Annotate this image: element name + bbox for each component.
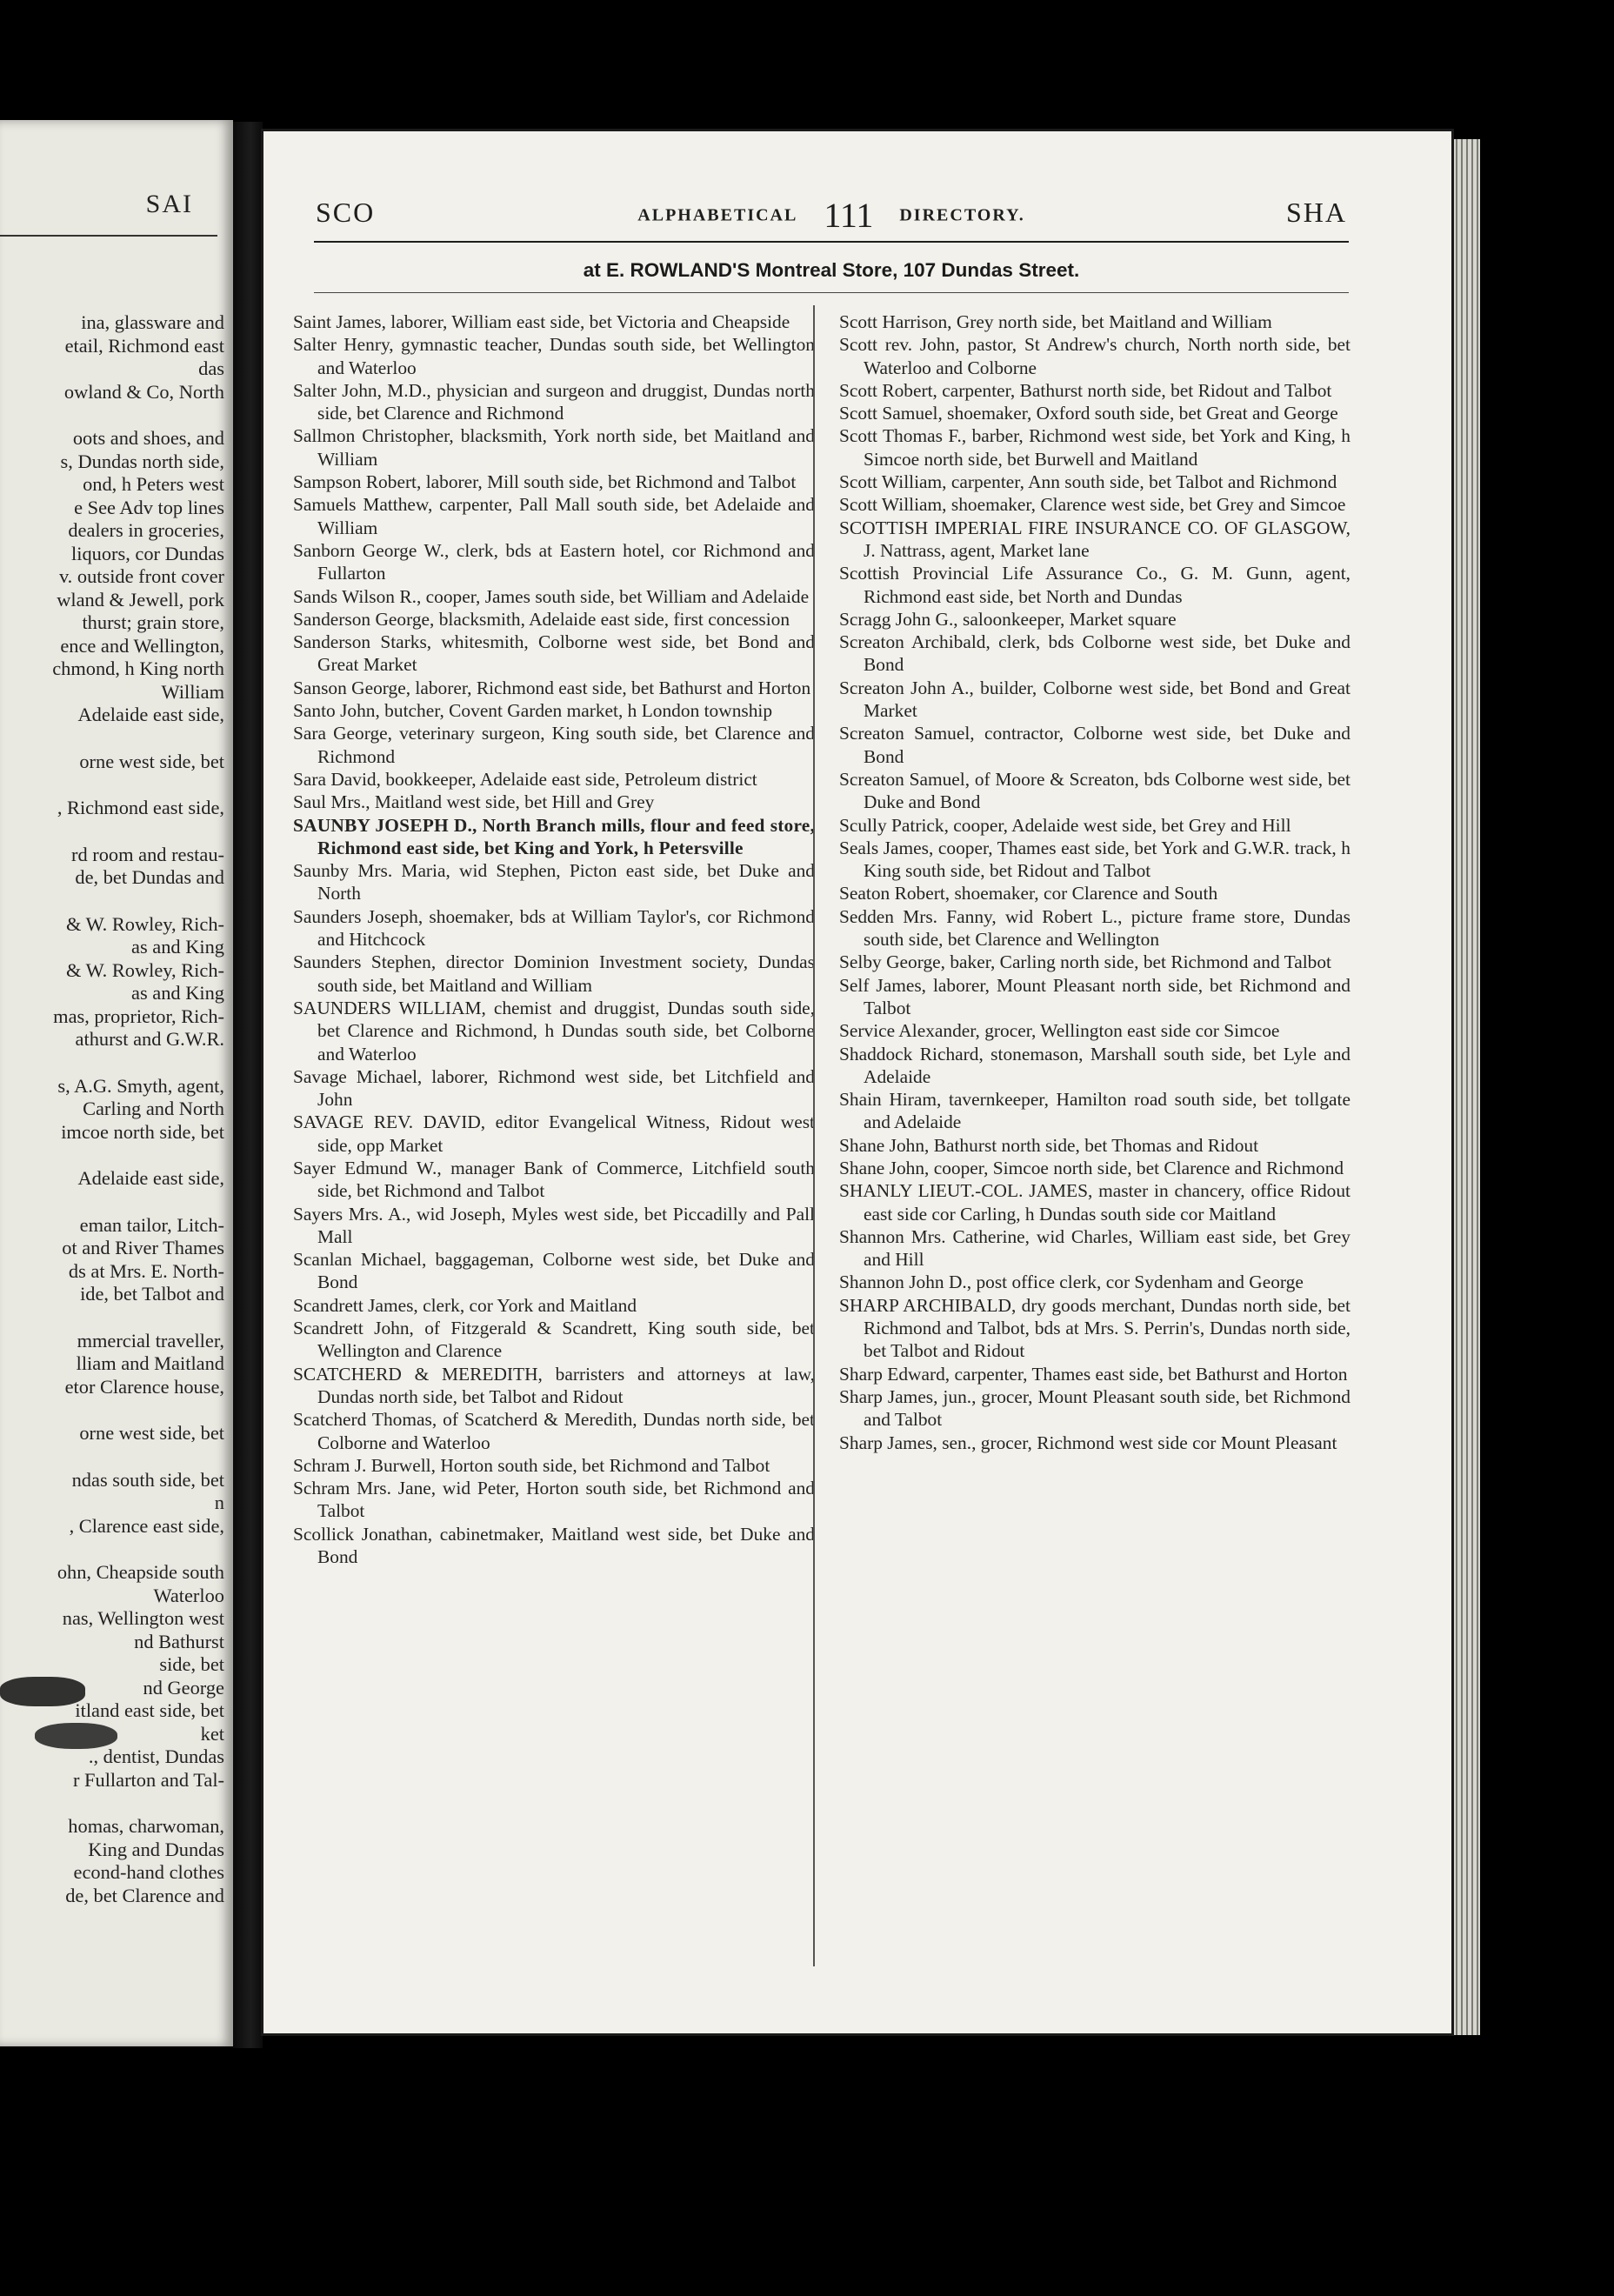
directory-entry: Scott Thomas F., barber, Richmond west side, bet York and King, h Simcoe north side, bet Burwell and Maitland bbox=[839, 425, 1351, 470]
left-page-line: nas, Wellington west bbox=[62, 1607, 224, 1629]
directory-entry: Seals James, cooper, Thames east side, bet York and G.W.R. track, h King south side, bet Ridout and Talbot bbox=[839, 837, 1351, 882]
left-page-line: n bbox=[214, 1492, 224, 1513]
header-range-start: SCO bbox=[316, 197, 376, 228]
directory-entry: Scandrett John, of Fitzgerald & Scandrett, King south side, bet Wellington and Clarence bbox=[293, 1318, 815, 1362]
directory-entry: Salter Henry, gymnastic teacher, Dundas south side, bet Wellington and Waterloo bbox=[293, 334, 815, 378]
directory-entry: Sallmon Christopher, blacksmith, York north side, bet Maitland and William bbox=[293, 425, 815, 470]
left-page-line: mmercial traveller, bbox=[77, 1329, 224, 1352]
left-page-line: ot and River Thames bbox=[62, 1237, 224, 1258]
header-word-right: DIRECTORY. bbox=[899, 205, 1025, 225]
left-page-line: Carling and North bbox=[83, 1098, 224, 1119]
directory-entry: Service Alexander, grocer, Wellington east side cor Simcoe bbox=[839, 1020, 1280, 1042]
left-page-line: ndas south side, bet bbox=[71, 1468, 224, 1491]
directory-entry: SCATCHERD & MEREDITH, barristers and attorneys at law, Dundas north side, bet Talbot and Ridout bbox=[293, 1363, 815, 1407]
directory-entry: Santo John, butcher, Covent Garden market, h London township bbox=[293, 700, 773, 722]
left-page-line: itland east side, bet bbox=[75, 1699, 224, 1721]
directory-entry: Scandrett James, clerk, cor York and Maitland bbox=[293, 1294, 637, 1316]
left-page-line: , Clarence east side, bbox=[69, 1514, 224, 1537]
left-page-line: ence and Wellington, bbox=[60, 634, 224, 657]
left-page-line: Adelaide east side, bbox=[77, 704, 224, 725]
book-gutter bbox=[233, 122, 263, 2048]
left-page-line: de, bet Dundas and bbox=[75, 866, 224, 888]
left-page-line bbox=[0, 1191, 224, 1214]
directory-entry: Self James, laborer, Mount Pleasant north side, bet Richmond and Talbot bbox=[839, 974, 1351, 1018]
directory-entry: Sanderson George, blacksmith, Adelaide east side, first concession bbox=[293, 608, 790, 630]
left-page-line: orne west side, bet bbox=[79, 1422, 224, 1444]
left-page-line: owland & Co, North bbox=[63, 380, 224, 403]
left-page-line: eman tailor, Litch- bbox=[79, 1213, 224, 1236]
left-page-line: ide, bet Talbot and bbox=[80, 1283, 224, 1305]
directory-entry: Saunders Joseph, shoemaker, bds at William Taylor's, cor Richmond and Hitchcock bbox=[293, 905, 815, 951]
left-page-line bbox=[0, 1538, 224, 1561]
directory-entry: Scott Harrison, Grey north side, bet Maitland and William bbox=[839, 311, 1272, 332]
left-page-line bbox=[0, 404, 224, 427]
left-page-line: ds at Mrs. E. North- bbox=[68, 1259, 224, 1282]
left-page-line bbox=[0, 1306, 224, 1330]
directory-entry: Scragg John G., saloonkeeper, Market square bbox=[839, 608, 1177, 630]
left-page-line: King and Dundas bbox=[88, 1838, 224, 1860]
directory-entry: Scott Robert, carpenter, Bathurst north side, bet Ridout and Talbot bbox=[839, 379, 1332, 401]
left-page-line: lliam and Maitland bbox=[76, 1352, 224, 1374]
header-rule bbox=[314, 241, 1349, 243]
left-page-line: dealers in groceries, bbox=[68, 519, 224, 541]
directory-entry: SAVAGE REV. DAVID, editor Evangelical Witness, Ridout west side, opp Market bbox=[293, 1111, 815, 1156]
directory-entry: Selby George, baker, Carling north side, bet Richmond and Talbot bbox=[839, 951, 1331, 973]
directory-entry: Savage Michael, laborer, Richmond west side, bet Litchfield and John bbox=[293, 1065, 815, 1111]
left-page-line: nd George bbox=[143, 1676, 224, 1699]
page-number: 111 bbox=[824, 196, 874, 236]
left-page-line: de, bet Clarence and bbox=[65, 1884, 224, 1906]
left-page-line: s, A.G. Smyth, agent, bbox=[57, 1074, 224, 1097]
left-page-line: oots and shoes, and bbox=[72, 427, 224, 449]
header-range-end: SHA bbox=[1285, 197, 1347, 228]
directory-entry: Scott William, shoemaker, Clarence west side, bet Grey and Simcoe bbox=[839, 494, 1346, 516]
left-page-line: r Fullarton and Tal- bbox=[73, 1768, 224, 1791]
directory-entry: SAUNDERS WILLIAM, chemist and druggist, Dundas south side, bet Clarence and Richmond, h Dundas south side, bet Colborne and Waterloo bbox=[293, 997, 815, 1065]
directory-entry: Screaton Samuel, of Moore & Screaton, bds Colborne west side, bet Duke and Bond bbox=[839, 768, 1351, 813]
left-page-line: s, Dundas north side, bbox=[60, 450, 224, 472]
directory-entry: Saul Mrs., Maitland west side, bet Hill and Grey bbox=[293, 791, 655, 813]
left-page-line bbox=[0, 727, 224, 751]
column-divider bbox=[813, 305, 815, 1966]
left-page-line: , Richmond east side, bbox=[57, 797, 224, 818]
left-page-line: etail, Richmond east bbox=[64, 334, 224, 357]
directory-entry: Sanborn George W., clerk, bds at Eastern hotel, cor Richmond and Fullarton bbox=[293, 539, 815, 584]
left-page-line: v. outside front cover bbox=[58, 565, 224, 587]
directory-entry: Sedden Mrs. Fanny, wid Robert L., picture frame store, Dundas south side, bet Clarence and Wellington bbox=[839, 905, 1351, 951]
left-page-line: imcoe north side, bet bbox=[61, 1120, 224, 1143]
directory-entry: Scott Samuel, shoemaker, Oxford south side, bet Great and George bbox=[839, 403, 1338, 424]
left-running-head: SAI bbox=[145, 190, 193, 218]
left-page-line: ., dentist, Dundas bbox=[88, 1745, 224, 1767]
left-page-line: & W. Rowley, Rich- bbox=[65, 958, 224, 981]
left-page-line: liquors, cor Dundas bbox=[71, 542, 224, 564]
directory-entry: Sands Wilson R., cooper, James south side, bet William and Adelaide bbox=[293, 585, 810, 607]
left-page-line: wland & Jewell, pork bbox=[57, 588, 224, 611]
directory-entry: Saint James, laborer, William east side, bet Victoria and Cheapside bbox=[293, 311, 790, 332]
left-page-line bbox=[0, 1792, 224, 1815]
directory-entry: Shannon Mrs. Catherine, wid Charles, William east side, bet Grey and Hill bbox=[839, 1225, 1351, 1271]
left-page-line: chmond, h King north bbox=[52, 657, 224, 679]
directory-entry: Scatcherd Thomas, of Scatcherd & Meredith, Dundas north side, bet Colborne and Waterloo bbox=[293, 1409, 815, 1453]
directory-entry: Sharp James, sen., grocer, Richmond west side cor Mount Pleasant bbox=[839, 1432, 1337, 1453]
directory-entry: Shannon John D., post office clerk, cor Sydenham and George bbox=[839, 1271, 1304, 1293]
directory-entry: Sampson Robert, laborer, Mill south side, bet Richmond and Talbot bbox=[293, 471, 797, 493]
left-page-line: as and King bbox=[131, 982, 224, 1004]
directory-entry: Scottish Provincial Life Assurance Co., G. M. Gunn, agent, Richmond east side, bet North and Dundas bbox=[839, 563, 1351, 607]
left-page-line: ket bbox=[200, 1722, 224, 1745]
left-page-line: e See Adv top lines bbox=[74, 496, 224, 518]
header-title bbox=[316, 191, 1347, 236]
left-page-line bbox=[0, 773, 224, 797]
directory-page bbox=[261, 129, 1454, 2036]
directory-entry: Scott William, carpenter, Ann south side, bet Talbot and Richmond bbox=[839, 471, 1337, 493]
directory-entry: Scully Patrick, cooper, Adelaide west side, bet Grey and Hill bbox=[839, 814, 1291, 836]
left-page-line bbox=[0, 890, 224, 913]
directory-entry: Sayers Mrs. A., wid Joseph, Myles west side, bet Piccadilly and Pall Mall bbox=[293, 1203, 815, 1247]
ink-blot bbox=[0, 1677, 85, 1706]
left-page-line: homas, charwoman, bbox=[68, 1815, 224, 1837]
left-page-line bbox=[0, 1445, 224, 1469]
left-page-line: ina, glassware and bbox=[81, 311, 224, 333]
directory-entry: SHARP ARCHIBALD, dry goods merchant, Dundas north side, bet Richmond and Talbot, bds at Mrs. S. Perrin's, Dundas north side, bet Talbot and Ridout bbox=[839, 1294, 1351, 1362]
entries-column-left bbox=[293, 310, 815, 1568]
directory-entry: SCOTTISH IMPERIAL FIRE INSURANCE CO. OF GLASGOW, J. Nattrass, agent, Market lane bbox=[839, 517, 1351, 561]
directory-entry: Schram J. Burwell, Horton south side, bet Richmond and Talbot bbox=[293, 1454, 770, 1476]
left-page-line bbox=[0, 1144, 224, 1167]
left-page-line: ond, h Peters west bbox=[83, 473, 224, 495]
directory-entry: Sanson George, laborer, Richmond east side, bet Bathurst and Horton bbox=[293, 677, 811, 698]
left-page-line bbox=[0, 1398, 224, 1422]
directory-entry: Scollick Jonathan, cabinetmaker, Maitland west side, bet Duke and Bond bbox=[293, 1523, 815, 1568]
directory-entry: Shaddock Richard, stonemason, Marshall south side, bet Lyle and Adelaide bbox=[839, 1043, 1351, 1087]
directory-entry: SAUNBY JOSEPH D., North Branch mills, flour and feed store, Richmond east side, bet King and York, h Petersville bbox=[293, 814, 815, 858]
directory-entry: Shain Hiram, tavernkeeper, Hamilton road south side, bet tollgate and Adelaide bbox=[839, 1089, 1351, 1133]
left-page-line: orne west side, bet bbox=[79, 750, 224, 772]
entries-column-right bbox=[839, 310, 1351, 1454]
directory-entry: Saunders Stephen, director Dominion Investment society, Dundas south side, bet Maitland and William bbox=[293, 951, 815, 996]
left-page-line: Waterloo bbox=[153, 1584, 224, 1606]
directory-entry: Saunby Mrs. Maria, wid Stephen, Picton east side, bet Duke and North bbox=[293, 860, 815, 904]
left-page-line bbox=[0, 820, 224, 844]
left-page-line: thurst; grain store, bbox=[82, 611, 224, 633]
left-page-line: William bbox=[161, 680, 224, 703]
left-page-line: athurst and G.W.R. bbox=[75, 1028, 224, 1050]
left-page-line: as and King bbox=[131, 936, 224, 958]
ink-blot bbox=[35, 1723, 117, 1749]
directory-entry: Seaton Robert, shoemaker, cor Clarence and South bbox=[839, 883, 1218, 904]
left-page-fragment bbox=[0, 120, 233, 2046]
left-page-line bbox=[0, 1051, 224, 1075]
left-page-line: & W. Rowley, Rich- bbox=[65, 912, 224, 935]
directory-entry: Salter John, M.D., physician and surgeon and druggist, Dundas north side, bet Clarence and Richmond bbox=[293, 379, 815, 424]
running-header bbox=[316, 197, 1347, 240]
left-page-line: Adelaide east side, bbox=[77, 1167, 224, 1189]
left-page-text bbox=[0, 311, 224, 1907]
left-page-line: ohn, Cheapside south bbox=[57, 1561, 224, 1583]
directory-entry: SHANLY LIEUT.-COL. JAMES, master in chancery, office Ridout east side cor Carling, h Dundas south side cor Maitland bbox=[839, 1180, 1351, 1225]
directory-entry: Scanlan Michael, baggageman, Colborne west side, bet Duke and Bond bbox=[293, 1249, 815, 1293]
directory-entry: Sharp James, jun., grocer, Mount Pleasant south side, bet Richmond and Talbot bbox=[839, 1385, 1351, 1431]
left-page-line: rd room and restau- bbox=[71, 843, 224, 865]
advert-rule bbox=[314, 292, 1349, 293]
left-page-line: side, bet bbox=[159, 1653, 224, 1675]
left-page-line: etor Clarence house, bbox=[64, 1375, 224, 1398]
directory-entry: Shane John, cooper, Simcoe north side, bet Clarence and Richmond bbox=[839, 1157, 1344, 1178]
left-page-line: mas, proprietor, Rich- bbox=[53, 1004, 224, 1027]
directory-entry: Schram Mrs. Jane, wid Peter, Horton south side, bet Richmond and Talbot bbox=[293, 1478, 815, 1522]
left-header-rule bbox=[0, 235, 217, 237]
header-word-left: ALPHABETICAL bbox=[637, 205, 798, 225]
directory-entry: Scott rev. John, pastor, St Andrew's church, North north side, bet Waterloo and Colborne bbox=[839, 334, 1351, 378]
directory-entry: Sayer Edmund W., manager Bank of Commerce, Litchfield south side, bet Richmond and Talbot bbox=[293, 1157, 815, 1202]
left-page-line: das bbox=[198, 357, 224, 379]
directory-entry: Screaton John A., builder, Colborne west side, bet Bond and Great Market bbox=[839, 677, 1351, 722]
left-page-line: econd-hand clothes bbox=[73, 1861, 224, 1883]
left-page-line: nd Bathurst bbox=[134, 1630, 224, 1652]
directory-entry: Sara David, bookkeeper, Adelaide east side, Petroleum district bbox=[293, 768, 757, 790]
directory-entry: Sanderson Starks, whitesmith, Colborne west side, bet Bond and Great Market bbox=[293, 631, 815, 676]
directory-entry: Sara George, veterinary surgeon, King south side, bet Clarence and Richmond bbox=[293, 723, 815, 767]
directory-entry: Sharp Edward, carpenter, Thames east side, bet Bathurst and Horton bbox=[839, 1363, 1348, 1385]
advert-line: at E. ROWLAND'S Montreal Store, 107 Dundas Street. bbox=[583, 259, 1080, 281]
directory-entry: Screaton Samuel, contractor, Colborne west side, bet Duke and Bond bbox=[839, 723, 1351, 767]
directory-entry: Samuels Matthew, carpenter, Pall Mall south side, bet Adelaide and William bbox=[293, 494, 815, 538]
directory-entry: Shane John, Bathurst north side, bet Thomas and Ridout bbox=[839, 1134, 1259, 1156]
directory-entry: Screaton Archibald, clerk, bds Colborne west side, bet Duke and Bond bbox=[839, 631, 1351, 676]
